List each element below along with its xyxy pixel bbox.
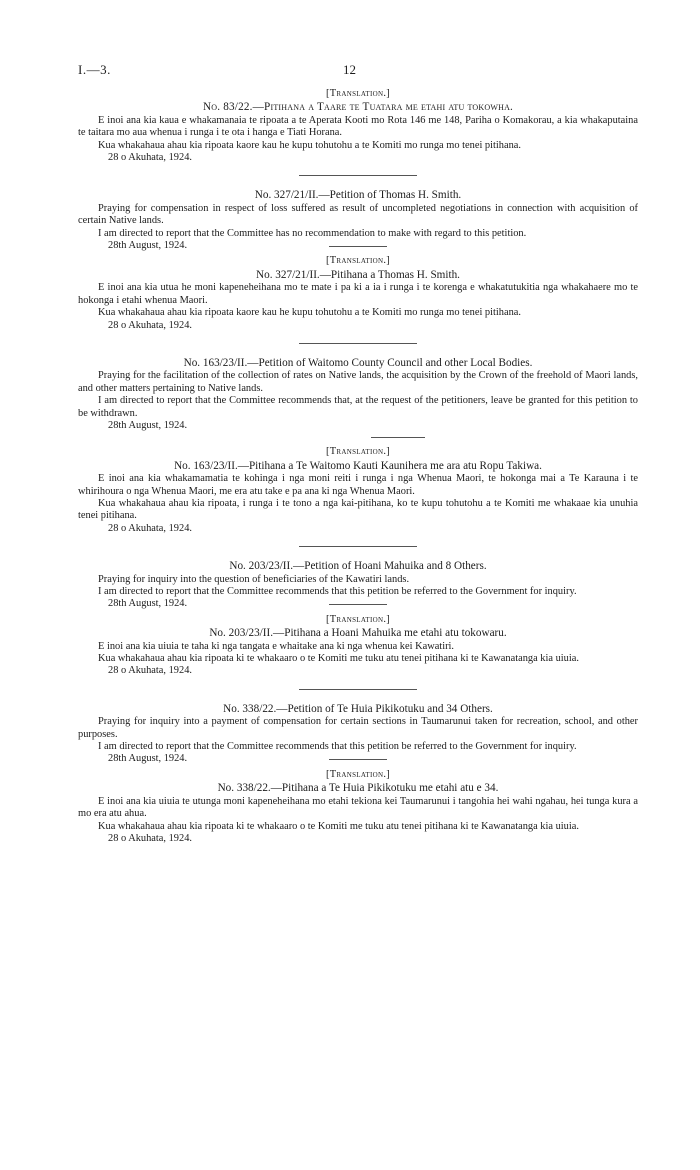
date-row: [78, 753, 638, 765]
petition-title: No. 338/22.—Petition of Te Huia Pikikotuku and 34 Others.: [223, 702, 493, 715]
petition-section: [78, 769, 638, 845]
petition-paragraph: Praying for compensation in respect of loss suffered as result of uncompleted negotiations in connection with acquisition of certain Native lands.: [78, 202, 638, 227]
short-divider: [329, 604, 387, 605]
page-header: [78, 64, 638, 86]
date-row: [78, 598, 638, 610]
petition-paragraph: Kua whakahaua ahau kia ripoata ki te whakaaro o te Komiti me tuku atu tenei pitihana ki te Kawanatanga kia uiuia.: [98, 820, 579, 832]
petition-paragraph: E inoi ana kia kaua e whakamanaia te ripoata a te Aperata Kooti mo Rota 146 me 148, Pariha o Komakorau, a kia whakaputaina te taitara mo aua whenua i runga i te ota i hanga e Tiati Horana.: [78, 114, 638, 139]
petition-date: 28 o Akuhata, 1924.: [108, 522, 192, 534]
petition-section: [78, 357, 638, 432]
petition-title: No. 83/22.—Pitihana a Taare te Tuatara me etahi atu tokowha.: [202, 101, 514, 114]
petition-title: No. 163/23/II.—Pitihana a Te Waitomo Kauti Kaunihera me ara atu Ropu Takiwa.: [174, 459, 542, 472]
petition-paragraph: Praying for the facilitation of the collection of rates on Native lands, the acquisition by the Crown of the freehold of Maori lands, and other matters pertaining to Native lands.: [78, 370, 638, 394]
petition-date: 28th August, 1924.: [108, 753, 188, 765]
translation-label: [Translation.]: [325, 255, 390, 267]
short-divider: [329, 759, 387, 760]
petition-date: 28 o Akuhata, 1924.: [108, 152, 192, 164]
petition-paragraph: E inoi ana kia utua he moni kapeneheihana mo te mate i pa ki a ia i runga i te korenga e whakatutukitia nga whakahaere mo te hokonga i etahi whenua Maori.: [78, 282, 638, 306]
petition-date: 28 o Akuhata, 1924.: [108, 665, 192, 677]
petition-paragraph: I am directed to report that the Committee recommends that this petition be referred to the Government for inquiry.: [98, 586, 577, 597]
section-divider: [299, 689, 417, 690]
translation-label: [Translation.]: [325, 446, 390, 458]
petition-paragraph: E inoi ana kia whakamamatia te kohinga i nga moni reiti i runga i nga Whenua Maori, te hokonga mai a Te Karauna i te whirihoura o nga Whenua Maori, me era atu take e pa ana ki nga Whenua Maori.: [78, 473, 638, 497]
petition-title: No. 338/22.—Pitihana a Te Huia Pikikotuku me etahi atu e 34.: [217, 782, 499, 795]
section-divider: [299, 175, 417, 176]
translation-label: [Translation.]: [325, 768, 390, 780]
petition-title: No. 327/21/II.—Pitihana a Thomas H. Smith.: [256, 268, 460, 281]
petition-paragraph: Kua whakahaua ahau kia ripoata kaore kau he kupu tohutohu a te Komiti mo runga mo tenei pitihana.: [98, 139, 521, 151]
section-divider: [299, 343, 417, 344]
petition-section: [78, 560, 638, 611]
petition-section: [78, 703, 638, 766]
document-reference: I.—3.: [78, 62, 111, 77]
short-divider: [371, 437, 425, 438]
petition-section: [78, 88, 638, 164]
petition-date: 28th August, 1924.: [108, 240, 188, 252]
petition-date: 28 o Akuhata, 1924.: [108, 832, 192, 844]
petition-paragraph: I am directed to report that the Committee recommends that, at the request of the petitioners, leave be granted for this petition to be withdrawn.: [78, 395, 638, 419]
petition-title: No. 203/23/II.—Petition of Hoani Mahuika and 8 Others.: [229, 560, 487, 573]
petition-paragraph: E inoi ana kia uiuia te utunga moni kapeneheihana mo etahi tekiona kei Taumarunui i tangohia hei wahi ngahau, hei tunga kura a mo era atu ahua.: [78, 795, 638, 820]
petition-paragraph: Kua whakahaua ahau kia ripoata, i runga i te tono a nga kai-pitihana, ko te kupu tohutohu a te Komiti me whakaae kia unuhia tenei pitihana.: [78, 497, 638, 522]
petition-paragraph: Kua whakahaua ahau kia ripoata kaore kau he kupu tohutohu a te Komiti mo runga mo tenei pitihana.: [98, 307, 521, 319]
petition-paragraph: I am directed to report that the Committee recommends that this petition be referred to the Government for inquiry.: [98, 741, 577, 753]
petition-section: [78, 446, 638, 535]
petition-paragraph: E inoi ana kia uiuia te taha ki nga tangata e whaitake ana ki nga whenua kei Kawatiri.: [98, 640, 455, 652]
petition-section: [78, 255, 638, 331]
petition-title: No. 163/23/II.—Petition of Waitomo County Council and other Local Bodies.: [183, 356, 533, 369]
translation-label: [Translation.]: [325, 613, 390, 625]
petition-paragraph: Praying for inquiry into a payment of compensation for certain sections in Taumarunui taken for recreation, school, and other purposes.: [78, 716, 638, 740]
petition-date: 28th August, 1924.: [108, 598, 188, 610]
translation-label: [Translation.]: [325, 88, 390, 99]
section-divider: [299, 546, 417, 547]
petition-title: No. 327/21/II.—Petition of Thomas H. Smith.: [254, 189, 462, 202]
short-divider: [329, 246, 387, 247]
date-row: [78, 240, 638, 252]
document-page: [78, 64, 638, 848]
petition-section: [78, 189, 638, 252]
petition-paragraph: Kua whakahaua ahau kia ripoata ki te whakaaro o te Komiti me tuku atu tenei pitihana ki te Kawanatanga kia uiuia.: [98, 653, 579, 665]
petition-date: 28th August, 1924.: [108, 419, 188, 431]
petition-section: [78, 614, 638, 678]
petition-paragraph: Praying for inquiry into the question of beneficiaries of the Kawatiri lands.: [98, 573, 410, 585]
page-number: 12: [343, 62, 356, 77]
petition-date: 28 o Akuhata, 1924.: [108, 319, 192, 331]
petition-paragraph: I am directed to report that the Committee has no recommendation to make with regard to this petition.: [98, 227, 527, 239]
petition-title: No. 203/23/II.—Pitihana a Hoani Mahuika me etahi atu tokowaru.: [209, 627, 507, 640]
